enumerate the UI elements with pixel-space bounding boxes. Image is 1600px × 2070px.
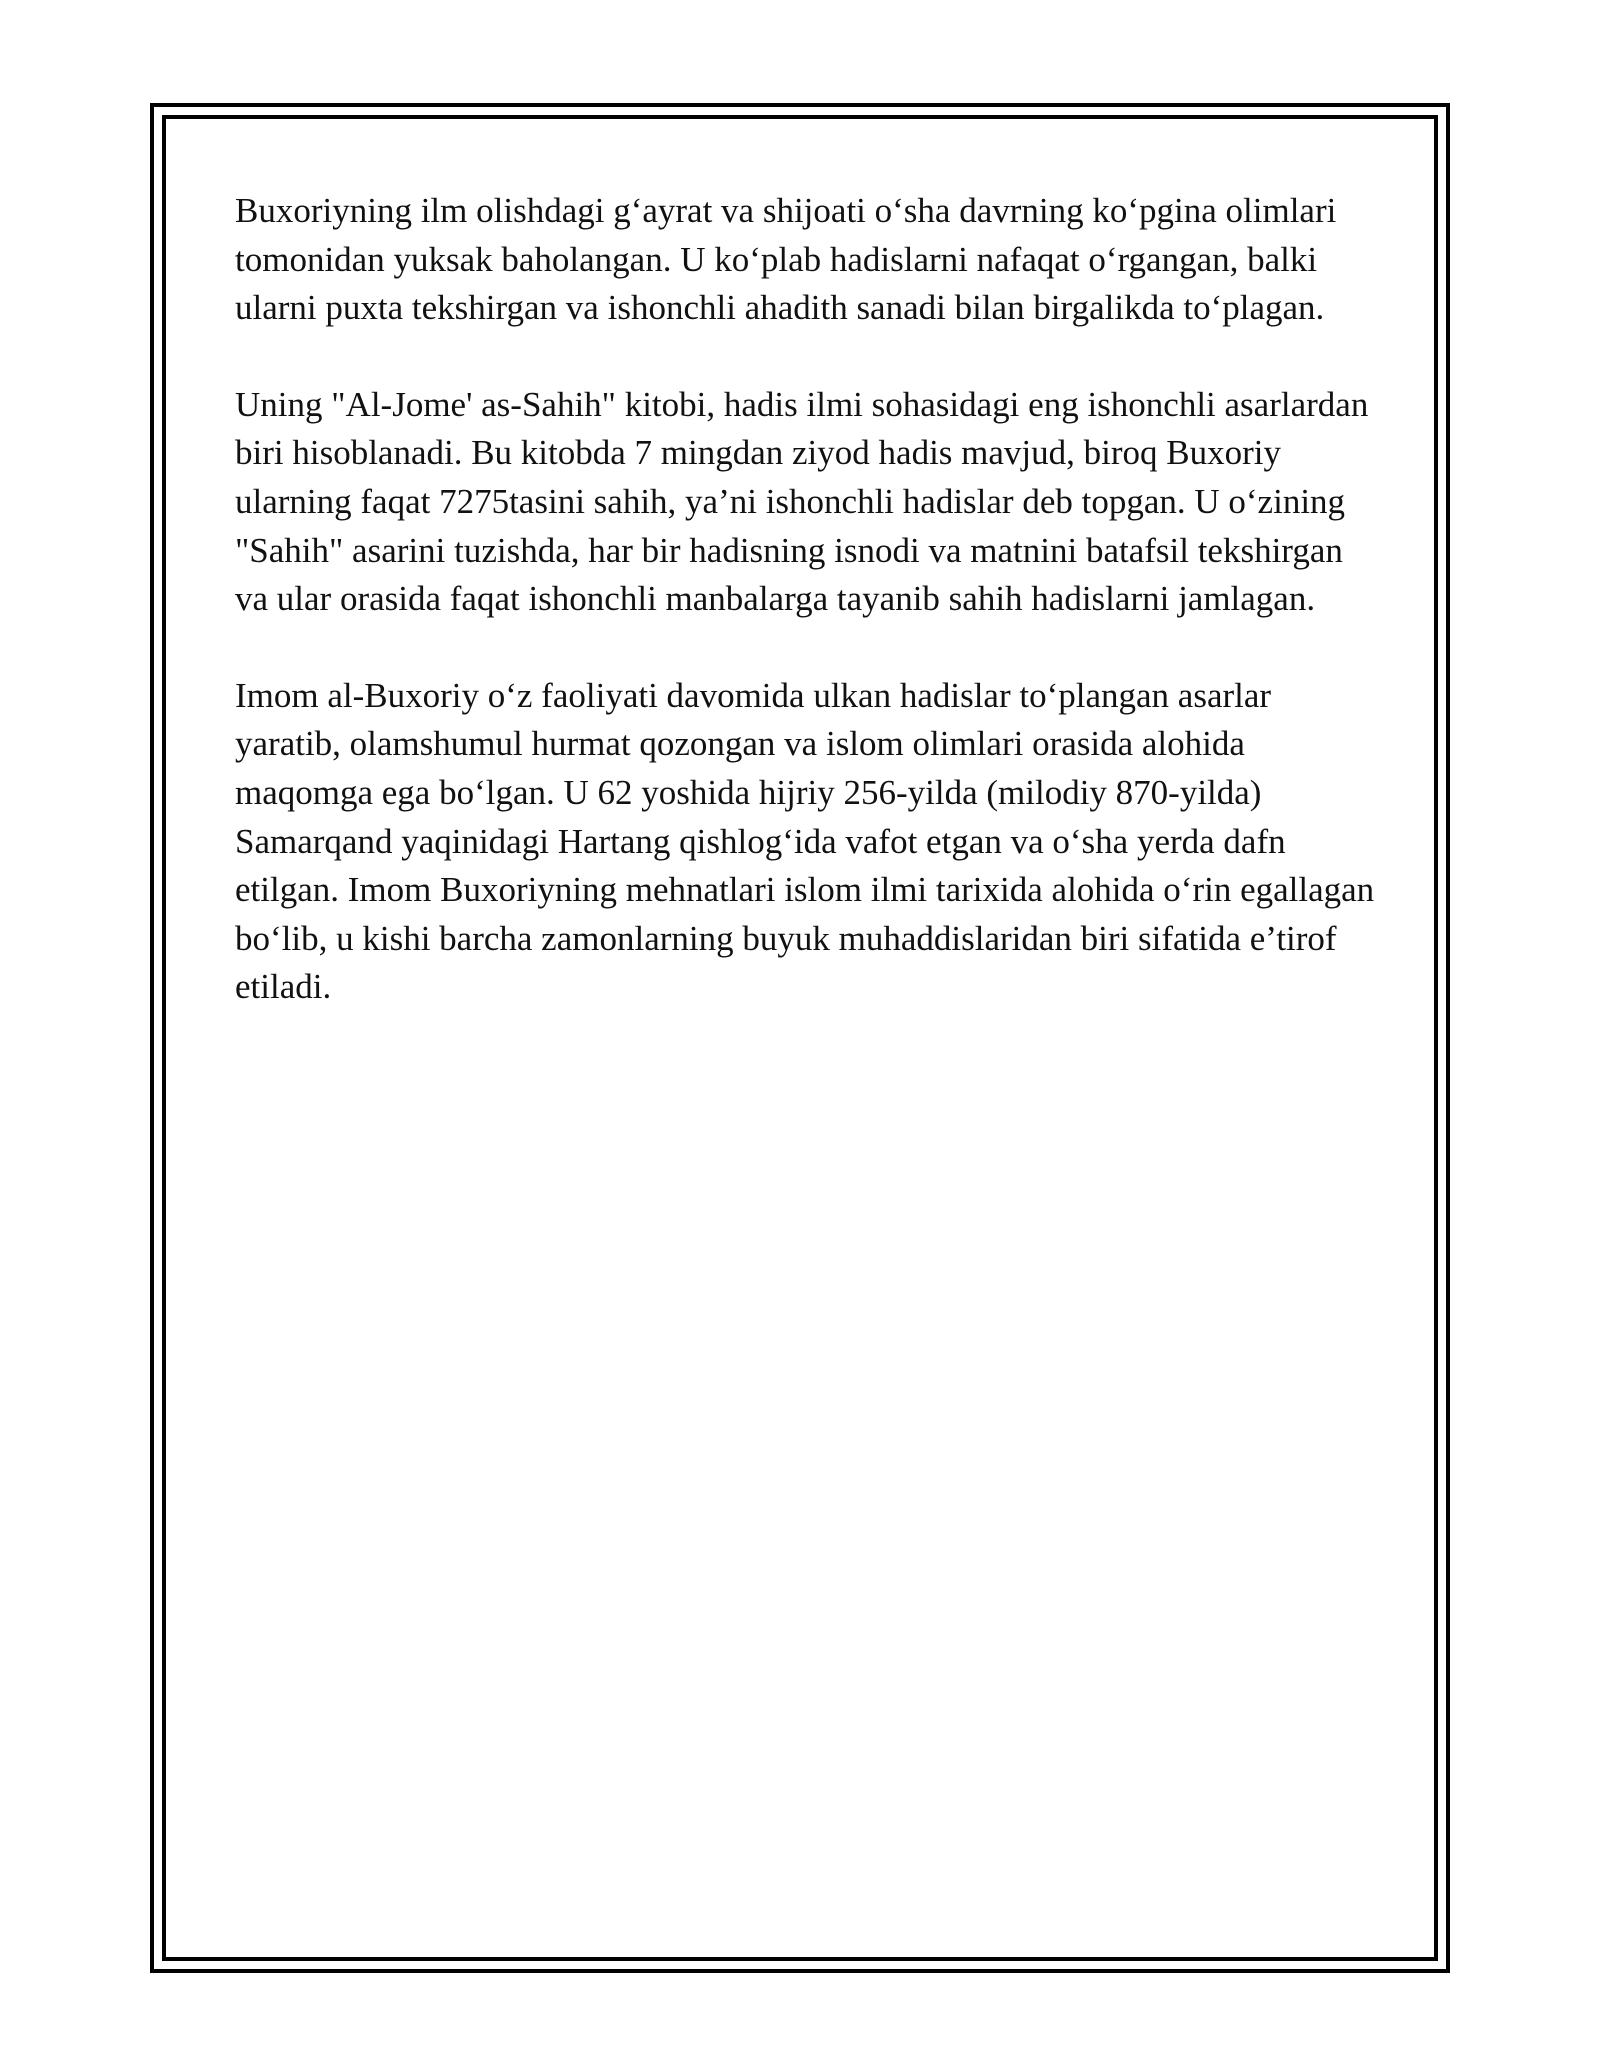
paragraph-3: Imom al-Buxoriy o‘z faoliyati davomida ulkan hadislar to‘plangan asarlar yaratib, olamshumul hurmat qozongan va islom olimlari orasida alohida maqomga ega bo‘lgan. U 62 yoshida hijriy 256-yilda (milodiy 870-yilda) Samarqand yaqinidagi Hartang qishlog‘ida vafot etgan va o‘sha yerda dafn etilgan. Imom Buxoriyning mehnatlari islom ilmi tarixida alohida o‘rin egallagan bo‘lib, u kishi barcha zamonlarning buyuk muhaddislaridan biri sifatida e’tirof etiladi. <box>235 675 1375 1007</box>
paragraph-2: Uning "Al-Jome' as-Sahih" kitobi, hadis ilmi sohasidagi eng ishonchli asarlardan biri hisoblanadi. Bu kitobda 7 mingdan ziyod hadis mavjud, biroq Buxoriy ularning faqat 7275tasini sahih, ya’ni ishonchli hadislar deb topgan. U o‘zining "Sahih" asarini tuzishda, har bir hadisning isnodi va matnini batafsil tekshirgan va ular orasida faqat ishonchli manbalarga tayanib sahih hadislarni jamlagan. <box>235 384 1369 619</box>
document-body <box>235 187 1380 1060</box>
paragraph-1: Buxoriyning ilm olishdagi g‘ayrat va shijoati o‘sha davrning ko‘pgina olimlari tomonidan yuksak baholangan. U ko‘plab hadislarni nafaqat o‘rgangan, balki ularni puxta tekshirgan va ishonchli ahadith sanadi bilan birgalikda to‘plagan. <box>235 191 1337 328</box>
